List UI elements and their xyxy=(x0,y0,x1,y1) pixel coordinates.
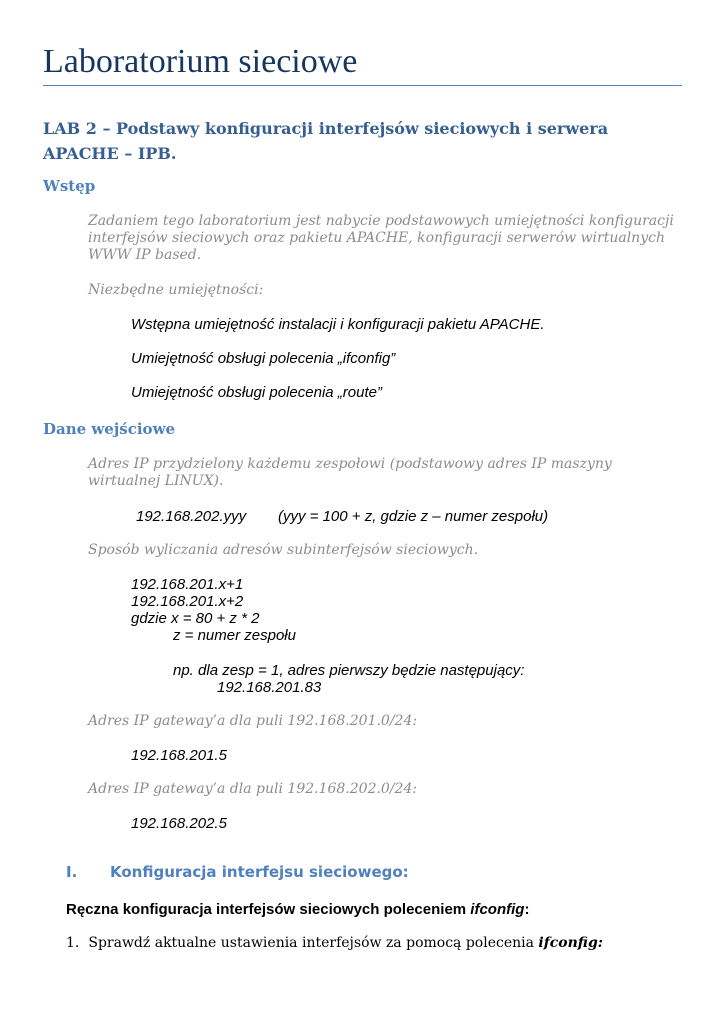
skill-item: Umiejętność obsługi polecenia „route” xyxy=(131,384,382,401)
gateway-1-value: 192.168.201.5 xyxy=(131,747,227,764)
gateway-2-label: Adres IP gateway’a dla puli 192.168.202.0/24: xyxy=(88,781,418,797)
gateway-2-value: 192.168.202.5 xyxy=(131,815,227,832)
gateway-1-label: Adres IP gateway’a dla puli 192.168.201.0/24: xyxy=(88,713,418,729)
lab-heading: LAB 2 – Podstawy konfiguracji interfejsów sieciowych i serwera APACHE – IPB. xyxy=(43,119,609,163)
section-heading-network-config: Konfiguracja interfejsu sieciowego: xyxy=(110,863,409,881)
skills-label: Niezbędne umiejętności: xyxy=(88,282,264,298)
ip-description: Adres IP przydzielony każdemu zespołowi (podstawowy adres IP maszyny wirtualnej LINUX). xyxy=(88,456,612,489)
step-number: 1. xyxy=(66,935,80,951)
title-divider xyxy=(43,85,682,86)
intro-heading: Wstęp xyxy=(43,177,96,195)
manual-config-heading xyxy=(66,901,529,919)
step-text: Sprawdź aktualne ustawienia interfejsów za pomocą polecenia xyxy=(88,935,539,951)
step-command: ifconfig: xyxy=(538,935,603,951)
document-title: Laboratorium sieciowe xyxy=(43,43,358,80)
step-1 xyxy=(66,934,603,952)
subinterface-ip-2: 192.168.201.x+2 xyxy=(131,593,244,610)
example-ip: 192.168.201.83 xyxy=(217,679,322,696)
example-text: np. dla zesp = 1, adres pierwszy będzie następujący: xyxy=(173,662,525,679)
skill-item: Umiejętność obsługi polecenia „ifconfig” xyxy=(131,350,396,367)
manual-heading-colon: : xyxy=(524,901,530,918)
manual-heading-command: ifconfig xyxy=(470,901,525,918)
subinterface-ip-1: 192.168.201.x+1 xyxy=(131,576,244,593)
subinterface-label: Sposób wyliczania adresów subinterfejsów sieciowych. xyxy=(88,542,479,558)
skill-item: Wstępna umiejętność instalacji i konfiguracji pakietu APACHE. xyxy=(131,316,545,333)
team-ip-formula: (yyy = 100 + z, gdzie z – numer zespołu) xyxy=(278,508,549,525)
input-data-heading: Dane wejściowe xyxy=(43,420,176,438)
subinterface-z-definition: z = numer zespołu xyxy=(173,627,296,644)
team-ip-value: 192.168.202.yyy xyxy=(136,508,247,525)
section-numeral: I. xyxy=(66,863,78,881)
subinterface-formula: gdzie x = 80 + z * 2 xyxy=(131,610,260,627)
manual-heading-text: Ręczna konfiguracja interfejsów sieciowych poleceniem xyxy=(66,901,471,918)
intro-paragraph: Zadaniem tego laboratorium jest nabycie podstawowych umiejętności konfiguracji interfejsów sieciowych oraz pakietu APACHE, konfiguracji serwerów wirtualnych WWW IP based. xyxy=(88,213,674,263)
